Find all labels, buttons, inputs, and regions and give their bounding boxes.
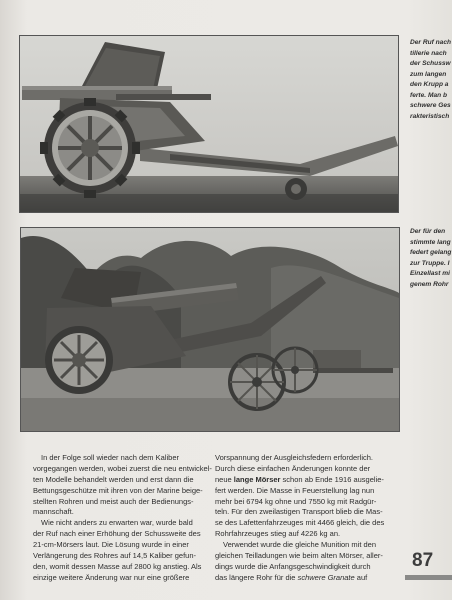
caption-line: tillerie nach <box>410 49 447 57</box>
text-line: In der Folge soll wieder nach dem Kaliber <box>41 453 179 462</box>
caption-line: Der Ruf nach <box>410 39 452 46</box>
caption-line: zum langen <box>410 70 447 78</box>
text-run: schon ab Ende 1916 ausgelie- <box>280 474 384 484</box>
text-line: Wie nicht anders zu erwarten war, wurde bald <box>41 518 193 528</box>
text-line: teln. Für den zweilastigen Transport blieb die Mas- <box>215 507 383 517</box>
text-line: mehr bei 6794 kg ohne und 7550 kg mit Radgür- <box>215 496 377 506</box>
text-line: den, womit dessen Masse auf 2800 kg anstieg. Als <box>33 561 202 571</box>
caption-line: federt gelang <box>410 249 452 256</box>
photo-long-mortar-in-field <box>20 227 400 432</box>
text-run: neue <box>215 474 234 484</box>
text-line: einzige weitere Änderung war nur eine größere <box>33 572 190 582</box>
photo-mortar-side-view <box>19 35 399 213</box>
text-line: mannschaft. <box>33 507 74 517</box>
caption-line: Der für den <box>410 228 446 235</box>
caption-line: zur Truppe. I <box>410 259 450 267</box>
mortar-photo-2-drawing <box>21 228 399 431</box>
text-line: se des Lafettenfahrzeuges mit 4466 gleich, die des <box>215 518 385 528</box>
text-line-with-italic <box>215 573 387 584</box>
italic-term: schwere Granate <box>297 572 355 582</box>
caption-line: schwere Ges <box>410 102 451 109</box>
photo1-caption <box>410 38 452 122</box>
caption-line: Einzellast mi <box>410 270 450 277</box>
text-line: Durch diese einfachen Änderungen konnte der <box>215 463 371 473</box>
caption-line: rakteristisch <box>410 112 450 120</box>
photo2-caption <box>410 227 452 290</box>
caption-line: genem Rohr <box>410 280 449 288</box>
body-text-right-column <box>215 453 387 584</box>
text-line: ten Modelle behandelt werden und erst dann die <box>33 474 194 484</box>
text-line: gleichen Teilladungen wie beim alten Mörser, aller- <box>215 551 383 561</box>
caption-line: stimmte lang <box>410 238 451 246</box>
bold-term: lange Mörser <box>233 474 281 484</box>
text-line: Vorspannung der Ausgleichsfedern erforderlich. <box>215 453 374 462</box>
text-line: Bettungsgeschütze mit ihren von der Marine beige- <box>33 485 203 495</box>
text-line: vorgegangen werden, wobei zuerst die neu entwickel- <box>33 463 212 473</box>
text-line: stellten Rohren und meist auch der Bedienungs- <box>33 496 194 506</box>
caption-line: ferte. Man b <box>410 91 448 99</box>
text-line: Verlängerung des Rohres auf 14,5 Kaliber gefun- <box>33 551 197 561</box>
text-line: fert werden. Die Masse in Feuerstellung lag nun <box>215 485 375 495</box>
page-number: 87 <box>412 550 434 571</box>
mortar-photo-1-drawing <box>20 36 398 212</box>
page-footer-bar <box>405 575 452 580</box>
text-line: dings wurde die Anfangsgeschwindigkeit durch <box>215 561 371 571</box>
text-run: das längere Rohr für die <box>215 572 298 582</box>
text-line-with-bold <box>215 475 387 486</box>
text-line: 21-cm-Mörsers laut. Die Lösung wurde in einer <box>33 540 189 550</box>
text-line: Rohrfahrzeuges stieg auf 4226 kg an. <box>215 529 341 539</box>
body-text-left-column <box>33 453 212 584</box>
text-line: der Ruf nach einer Erhöhung der Schussweite des <box>33 529 201 539</box>
text-line: Verwendet wurde die gleiche Munition mit den <box>223 540 377 550</box>
caption-line: der Schussw <box>410 60 451 67</box>
caption-line: den Krupp a <box>410 81 449 88</box>
text-run: auf <box>354 572 368 582</box>
